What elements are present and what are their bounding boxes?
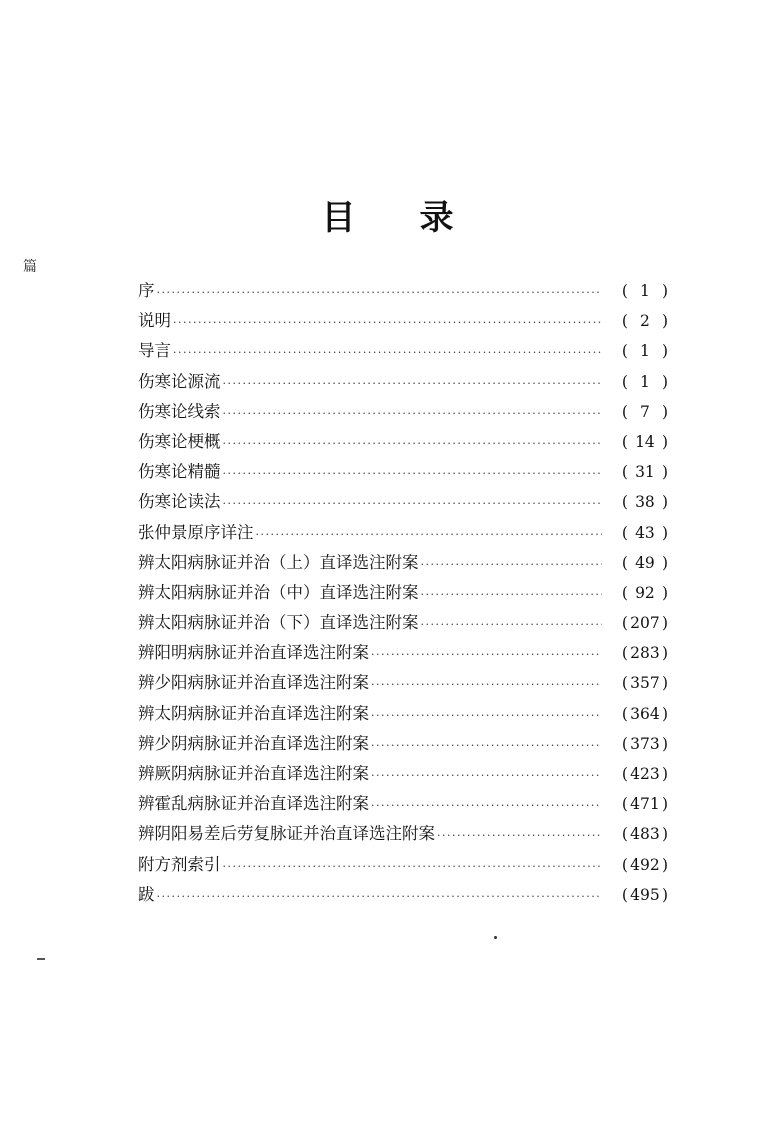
toc-leader-dots: [223, 437, 603, 450]
toc-entry-page: ( 483 ): [621, 825, 668, 844]
page-title: [0, 190, 777, 239]
toc-page-number: 14: [635, 432, 655, 451]
toc-leader-dots: [223, 467, 603, 480]
toc-entry-title: 伤寒论梗概: [138, 431, 221, 451]
toc-entry[interactable]: [138, 700, 668, 730]
toc-leader-dots: [256, 528, 603, 541]
toc-entry-page: ( 49 ): [621, 553, 668, 572]
toc-page-number: 92: [635, 583, 655, 602]
toc-entry-title: 伤寒论源流: [138, 371, 221, 391]
toc-entry-page: ( 357 ): [621, 674, 668, 693]
toc-entry[interactable]: [138, 579, 668, 609]
toc-entry[interactable]: [138, 639, 668, 669]
toc-entry[interactable]: [138, 519, 668, 549]
toc-entry[interactable]: [138, 398, 668, 428]
toc-entry-page: ( 1 ): [621, 372, 668, 391]
toc-leader-dots: [437, 829, 602, 842]
toc-entry-page: ( 423 ): [621, 765, 668, 783]
toc-entry-title: 序: [138, 281, 155, 300]
toc-entry-title: 伤寒论线索: [138, 401, 221, 421]
toc-entry-title: 辨太阳病脉证并治（上）直译选注附案: [138, 552, 419, 572]
toc-entry-title: 伤寒论读法: [138, 492, 221, 512]
toc-page-number: 283: [630, 644, 660, 663]
toc-leader-dots: [421, 618, 603, 631]
toc-entry-title: 辨厥阴病脉证并治直译选注附案: [138, 764, 369, 783]
toc-entry-page: ( 43 ): [621, 523, 668, 542]
toc-page-number: 2: [640, 312, 650, 331]
toc-entry-page: ( 364 ): [621, 704, 668, 723]
toc-entry[interactable]: [138, 368, 668, 398]
toc-entry[interactable]: [138, 730, 668, 760]
toc-entry-title: 跋: [138, 884, 155, 904]
title-char-1: 目: [321, 198, 358, 238]
toc-entry[interactable]: [138, 337, 668, 367]
toc-page-number: 373: [630, 734, 660, 753]
toc-leader-dots: [223, 407, 603, 420]
toc-entry-title: 导言: [138, 341, 171, 361]
toc-page-number: 7: [640, 402, 650, 421]
toc-page-number: 495: [630, 885, 660, 904]
table-of-contents: [138, 277, 668, 911]
stray-dash: [37, 958, 45, 960]
toc-page-number: 1: [640, 342, 650, 361]
toc-leader-dots: [371, 678, 602, 691]
toc-leader-dots: [223, 497, 603, 510]
toc-leader-dots: [371, 739, 602, 752]
toc-entry[interactable]: [138, 458, 668, 488]
toc-page-number: 364: [630, 704, 660, 723]
toc-leader-dots: [421, 588, 603, 601]
toc-leader-dots: [371, 799, 602, 812]
toc-entry[interactable]: [138, 549, 668, 579]
toc-entry-title: 辨太阳病脉证并治（中）直译选注附案: [138, 582, 419, 602]
title-char-2: 录: [419, 198, 456, 238]
toc-leader-dots: [371, 769, 602, 782]
toc-entry-title: 张仲景原序详注: [138, 522, 254, 542]
toc-entry-title: 辨阴阳易差后劳复脉证并治直译选注附案: [138, 824, 435, 844]
toc-entry[interactable]: [138, 881, 668, 911]
toc-entry-page: ( 471 ): [621, 795, 668, 814]
toc-page-number: 423: [630, 765, 660, 783]
margin-mark: 篇: [23, 259, 37, 275]
toc-page-number: 1: [640, 282, 650, 300]
toc-entry-title: 辨阳明病脉证并治直译选注附案: [138, 643, 369, 663]
toc-page-number: 492: [630, 855, 660, 874]
toc-leader-dots: [173, 346, 602, 359]
toc-leader-dots: [371, 648, 602, 661]
toc-page-number: 471: [630, 795, 660, 814]
toc-leader-dots: [421, 558, 603, 571]
toc-page-number: 43: [635, 523, 655, 542]
toc-leader-dots: [173, 316, 602, 329]
toc-entry-page: ( 14 ): [621, 432, 668, 451]
toc-entry-title: 辨太阳病脉证并治（下）直译选注附案: [138, 613, 419, 633]
toc-entry[interactable]: [138, 820, 668, 850]
toc-entry-page: ( 31 ): [621, 463, 668, 482]
toc-leader-dots: [157, 286, 603, 299]
toc-entry[interactable]: [138, 760, 668, 790]
toc-page-number: 31: [635, 463, 655, 482]
toc-entry-title: 附方剂索引: [138, 854, 221, 874]
toc-entry-page: ( 373 ): [621, 734, 668, 753]
toc-entry-page: ( 1 ): [621, 342, 668, 361]
toc-page-number: 38: [635, 493, 655, 512]
toc-entry-page: ( 492 ): [621, 855, 668, 874]
toc-entry[interactable]: [138, 488, 668, 518]
toc-entry[interactable]: [138, 428, 668, 458]
toc-entry-title: 伤寒论精髓: [138, 462, 221, 482]
toc-entry-title: 辨少阳病脉证并治直译选注附案: [138, 673, 369, 693]
stray-dot: [494, 936, 497, 939]
toc-leader-dots: [223, 860, 603, 873]
toc-entry-page: ( 283 ): [621, 644, 668, 663]
toc-entry[interactable]: [138, 790, 668, 820]
toc-entry[interactable]: [138, 307, 668, 337]
toc-leader-dots: [157, 890, 603, 903]
toc-entry-page: ( 7 ): [621, 402, 668, 421]
toc-entry[interactable]: [138, 277, 668, 307]
toc-entry-title: 辨太阴病脉证并治直译选注附案: [138, 703, 369, 723]
toc-entry-page: ( 1 ): [621, 282, 668, 300]
toc-entry[interactable]: [138, 851, 668, 881]
toc-entry-title: 辨霍乱病脉证并治直译选注附案: [138, 794, 369, 814]
toc-entry[interactable]: [138, 669, 668, 699]
toc-entry-title: 说明: [138, 311, 171, 331]
toc-entry-page: ( 92 ): [621, 583, 668, 602]
toc-page-number: 1: [640, 372, 650, 391]
toc-entry-page: ( 2 ): [621, 312, 668, 331]
toc-entry-page: ( 38 ): [621, 493, 668, 512]
toc-page-number: 49: [635, 553, 655, 572]
toc-leader-dots: [371, 709, 602, 722]
toc-entry-title: 辨少阴病脉证并治直译选注附案: [138, 733, 369, 753]
toc-page-number: 357: [630, 674, 660, 693]
toc-leader-dots: [223, 377, 603, 390]
toc-page-number: 483: [630, 825, 660, 844]
toc-entry-page: ( 495 ): [621, 885, 668, 904]
toc-entry-page: ( 207 ): [621, 614, 668, 633]
toc-page-number: 207: [630, 614, 660, 633]
toc-entry[interactable]: [138, 609, 668, 639]
